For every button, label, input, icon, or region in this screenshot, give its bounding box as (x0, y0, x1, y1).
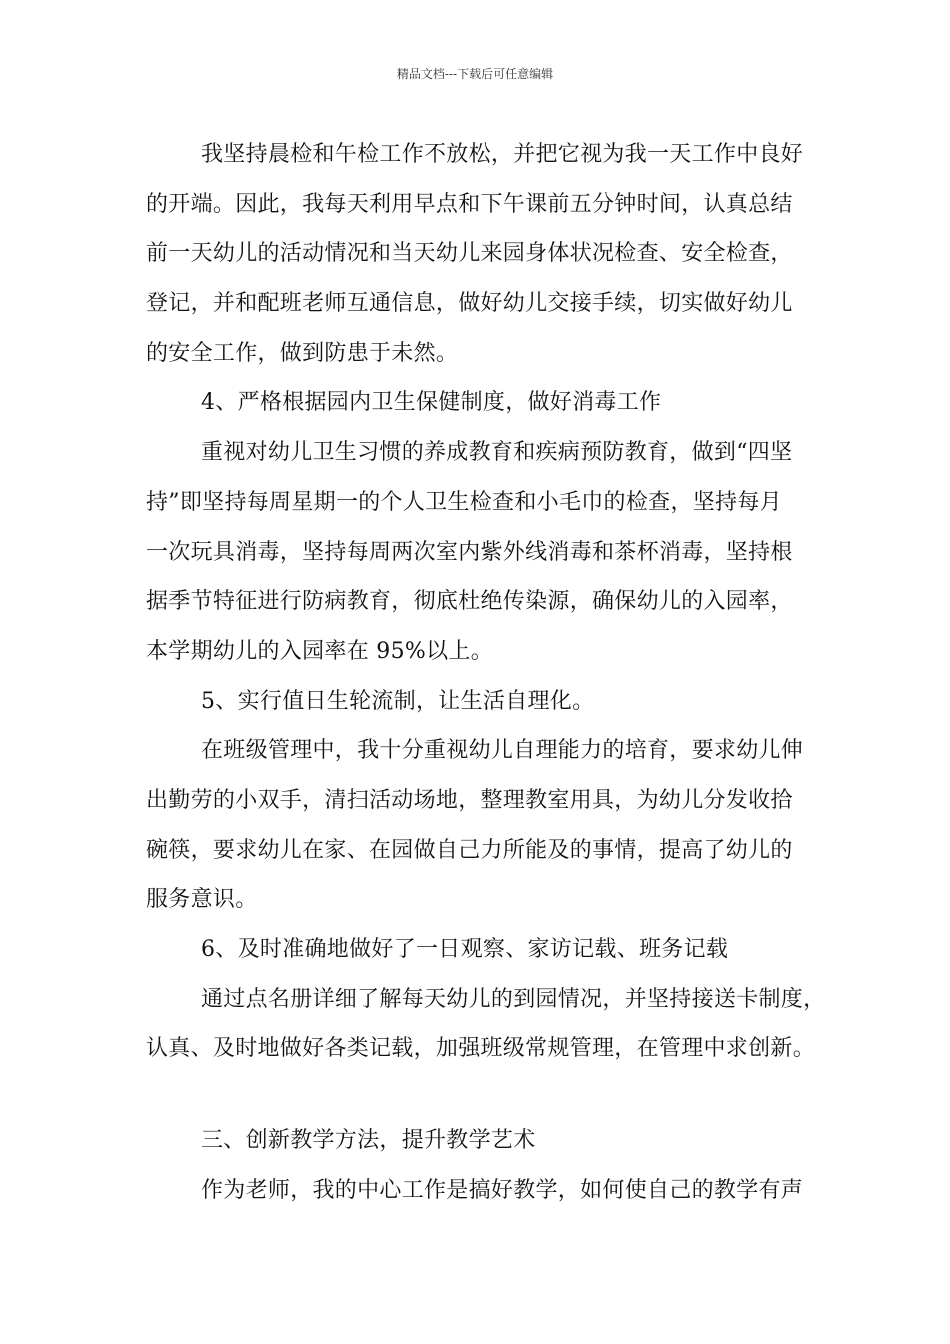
paragraph-line: 出勤劳的小双手，清扫活动场地，整理教室用具，为幼儿分发收拾 (146, 787, 793, 813)
chapter-heading: 三、创新教学方法，提升教学艺术 (201, 1128, 536, 1154)
paragraph-line: 认真、及时地做好各类记载，加强班级常规管理，在管理中求创新。 (146, 1036, 816, 1062)
paragraph-line: 本学期幼儿的入园率在 95%以上。 (146, 638, 493, 664)
section-heading: 5、实行值日生轮流制，让生活自理化。 (201, 688, 595, 714)
paragraph-line: 登记，并和配班老师互通信息，做好幼儿交接手续，切实做好幼儿 (146, 291, 793, 317)
paragraph-line: 在班级管理中，我十分重视幼儿自理能力的培育，要求幼儿伸 (201, 738, 804, 764)
paragraph-line: 一次玩具消毒，坚持每周两次室内紫外线消毒和茶杯消毒，坚持根 (146, 539, 793, 565)
paragraph-line: 的安全工作，做到防患于未然。 (146, 340, 459, 366)
page-header: 精品文档---下载后可任意编辑 (396, 67, 554, 81)
paragraph-line: 重视对幼儿卫生习惯的养成教育和疾病预防教育，做到“四坚 (201, 440, 793, 466)
paragraph-line: 持”即坚持每周星期一的个人卫生检查和小毛巾的检查，坚持每月 (146, 489, 782, 515)
paragraph-line: 据季节特征进行防病教育，彻底杜绝传染源，确保幼儿的入园率， (146, 589, 793, 615)
paragraph-line: 通过点名册详细了解每天幼儿的到园情况，并坚持接送卡制度， (201, 986, 826, 1012)
paragraph-line: 的开端。因此，我每天利用早点和下午课前五分钟时间，认真总结 (146, 191, 793, 217)
paragraph-line: 前一天幼儿的活动情况和当天幼儿来园身体状况检查、安全检查， (146, 241, 793, 267)
document-body (146, 130, 826, 1215)
paragraph-line: 我坚持晨检和午检工作不放松，并把它视为我一天工作中良好 (201, 142, 804, 167)
paragraph-line: 服务意识。 (146, 887, 258, 913)
paragraph-spacer (146, 1074, 826, 1116)
section-heading: 4、严格根据园内卫生保健制度，做好消毒工作 (201, 390, 662, 416)
section-heading: 6、及时准确地做好了一日观察、家访记载、班务记载 (201, 937, 729, 962)
paragraph-line: 碗筷，要求幼儿在家、在园做自己力所能及的事情，提高了幼儿的 (146, 837, 793, 863)
paragraph-line: 作为老师，我的中心工作是搞好教学，如何使自己的教学有声 (201, 1177, 804, 1203)
